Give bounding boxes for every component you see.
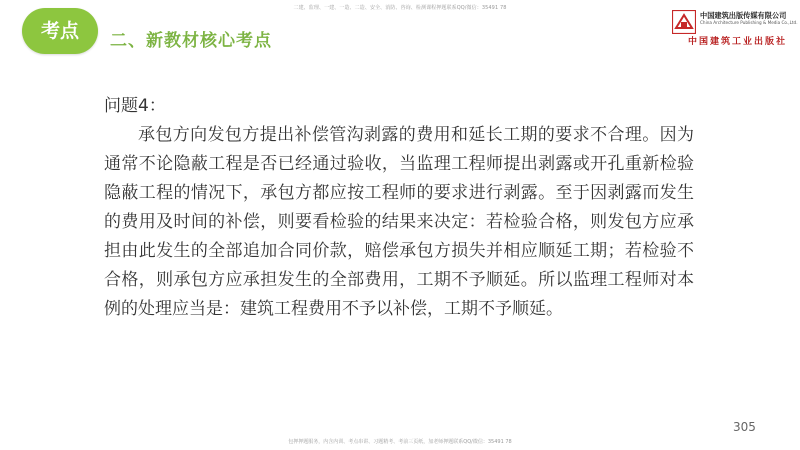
publisher-logo	[672, 8, 798, 48]
question-label: 问题4：	[104, 96, 166, 116]
publisher-calligraphy-name: 中国建筑工业出版社	[688, 37, 788, 47]
publisher-name-cn: 中国建筑出版传媒有限公司	[700, 11, 787, 20]
answer-paragraph: 承包方向发包方提出补偿管沟剥露的费用和延长工期的要求不合理。因为通常不论隐蔽工程是否已经通过验收，当监理工程师提出剥露或开孔重新检验隐蔽工程的情况下，承包方都应按工程师的要求进行剥露。至于因剥露而发生的费用及时间的补偿，则要看检验的结果来决定：若检验合格，则发包方应承担由此发生的全部追加合同价款，赔偿承包方损失并相应顺延工期；若检验不合格，则承包方应承担发生的全部费用，工期不予顺延。所以监理工程师对本例的处理应当是：建筑工程费用不予以补偿，工期不予顺延。	[104, 125, 694, 319]
top-watermark-note: 二建、监理、一建、一造、二造、安全、消防、咨询、检测课程押题联系QQ/微信：35491 78	[293, 5, 507, 11]
answer-content	[104, 92, 694, 324]
topic-badge	[22, 8, 98, 54]
bottom-watermark-note: 包押押题服务，内含内训、考点串讲、习题精考、考前三页纸，加老师押题联系QQ/微信：35491 78	[288, 439, 512, 445]
badge-label: 考点	[40, 20, 79, 42]
publisher-name-en: China Architecture Publishing & Media Co.,Ltd.	[700, 20, 798, 25]
publisher-logo-icon	[672, 10, 696, 34]
page-number: 305	[733, 420, 756, 434]
section-title: 二、新教材核心考点	[110, 31, 272, 51]
